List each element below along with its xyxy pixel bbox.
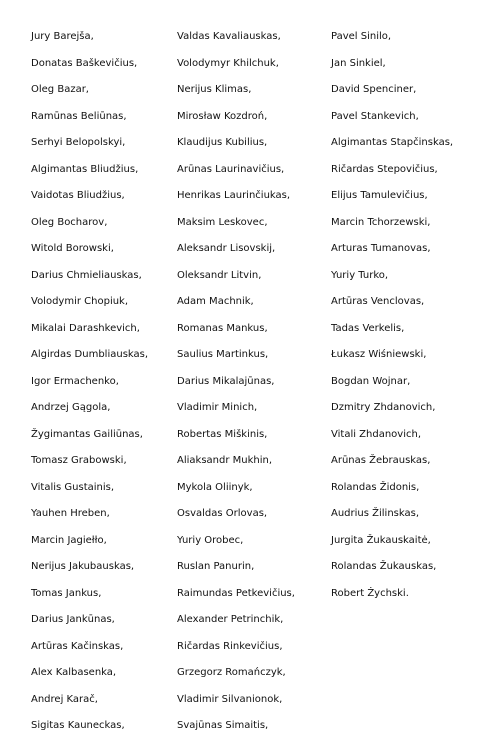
name-entry: Mirosław Kozdroń, <box>177 110 268 122</box>
name-entry: Aliaksandr Mukhin, <box>177 455 273 466</box>
name-column-3 <box>331 24 453 607</box>
name-entry: Audrius Žilinskas, <box>331 508 420 519</box>
name-entry: Yuriy Turko, <box>331 269 389 281</box>
name-entry: Vaidotas Bliudžius, <box>31 190 125 201</box>
name-entry: Serhyi Belopolskyi, <box>31 137 126 148</box>
name-entry: Artūras Venclovas, <box>331 296 425 307</box>
name-entry: Mykola Oliinyk, <box>177 481 253 493</box>
name-entry: Valdas Kavaliauskas, <box>177 31 281 42</box>
name-entry: Arūnas Žebrauskas, <box>331 455 431 466</box>
name-entry: Pavel Sinilo, <box>331 31 392 42</box>
name-entry: Oleg Bazar, <box>31 84 89 95</box>
name-entry: Volodymir Chopiuk, <box>31 296 129 307</box>
name-entry: Aleksandr Lisovskij, <box>177 243 276 254</box>
name-entry: Ričardas Stepovičius, <box>331 163 438 175</box>
name-entry: Arūnas Laurinavičius, <box>177 163 285 175</box>
name-entry: Svajūnas Simaitis, <box>177 720 269 731</box>
name-entry: Igor Ermachenko, <box>31 375 119 387</box>
name-entry: Žygimantas Gailiūnas, <box>31 428 143 440</box>
name-entry: Raimundas Petkevičius, <box>177 587 295 599</box>
name-entry: Algimantas Bliudžius, <box>31 163 139 175</box>
name-entry: Oleg Bocharov, <box>31 216 108 228</box>
name-entry: Rolandas Žukauskas, <box>331 561 437 572</box>
name-entry: Dzmitry Zhdanovich, <box>331 402 436 413</box>
name-entry: Łukasz Wiśniewski, <box>331 349 427 360</box>
name-entry: Darius Mikalajūnas, <box>177 375 275 387</box>
name-entry: Oleksandr Litvin, <box>177 269 262 281</box>
name-entry: Witold Borowski, <box>31 243 114 254</box>
name-entry: Romanas Mankus, <box>177 322 268 334</box>
name-column-1 <box>31 24 148 740</box>
name-entry: Adam Machnik, <box>177 296 254 307</box>
name-entry: Andrzej Gągola, <box>31 402 111 413</box>
name-entry: Elijus Tamulevičius, <box>331 190 428 201</box>
name-entry: Mikalai Darashkevich, <box>31 322 140 334</box>
name-entry: Pavel Stankevich, <box>331 110 419 122</box>
name-entry: Robertas Miškinis, <box>177 428 268 440</box>
name-entry: Andrej Karač, <box>31 693 98 705</box>
name-entry: Jury Barejša, <box>31 31 94 42</box>
name-entry: Tomas Jankus, <box>31 587 102 599</box>
name-entry: Algimantas Stapčinskas, <box>331 137 454 148</box>
name-column-2 <box>177 24 295 740</box>
name-entry: Alex Kalbasenka, <box>31 667 117 678</box>
name-entry: Robert Żychski. <box>331 587 409 599</box>
name-entry: Sigitas Kauneckas, <box>31 720 125 731</box>
name-entry: Osvaldas Orlovas, <box>177 508 268 519</box>
name-entry: Marcin Tchorzewski, <box>331 216 431 228</box>
name-entry: Ruslan Panurin, <box>177 561 255 572</box>
name-entry: Nerijus Jakubauskas, <box>31 561 135 572</box>
name-entry: Maksim Leskovec, <box>177 216 268 228</box>
name-entry: Vitali Zhdanovich, <box>331 428 422 440</box>
name-entry: Rolandas Židonis, <box>331 481 420 493</box>
name-entry: Saulius Martinkus, <box>177 349 269 360</box>
name-entry: Jan Sinkiel, <box>331 57 386 69</box>
name-entry: Yauhen Hreben, <box>31 508 110 519</box>
name-entry: Jurgita Žukauskaitė, <box>331 534 431 546</box>
name-entry: Arturas Tumanovas, <box>331 243 431 254</box>
name-entry: Bogdan Wojnar, <box>331 375 411 387</box>
name-entry: Alexander Petrinchik, <box>177 614 284 625</box>
name-entry: Ričardas Rinkevičius, <box>177 640 283 652</box>
name-entry: Algirdas Dumbliauskas, <box>31 349 149 360</box>
name-entry: Volodymyr Khilchuk, <box>177 57 279 69</box>
name-entry: Vladimir Minich, <box>177 402 258 413</box>
name-entry: Darius Jankūnas, <box>31 614 115 625</box>
name-entry: Tadas Verkelis, <box>331 322 405 334</box>
name-entry: David Spenciner, <box>331 84 417 95</box>
name-entry: Vitalis Gustainis, <box>31 481 115 493</box>
name-entry: Donatas Baškevičius, <box>31 57 138 69</box>
name-entry: Grzegorz Romańczyk, <box>177 667 286 678</box>
name-entry: Marcin Jagiełło, <box>31 534 107 546</box>
name-entry: Ramūnas Beliūnas, <box>31 110 127 122</box>
name-entry: Klaudijus Kubilius, <box>177 137 268 148</box>
name-entry: Nerijus Klimas, <box>177 84 252 95</box>
name-entry: Darius Chmieliauskas, <box>31 269 142 281</box>
name-entry: Yuriy Orobec, <box>177 534 244 546</box>
name-entry: Artūras Kačinskas, <box>31 640 124 652</box>
name-entry: Henrikas Laurinčiukas, <box>177 190 291 201</box>
name-entry: Tomasz Grabowski, <box>31 455 127 466</box>
name-entry: Vladimir Silvanionok, <box>177 693 283 705</box>
